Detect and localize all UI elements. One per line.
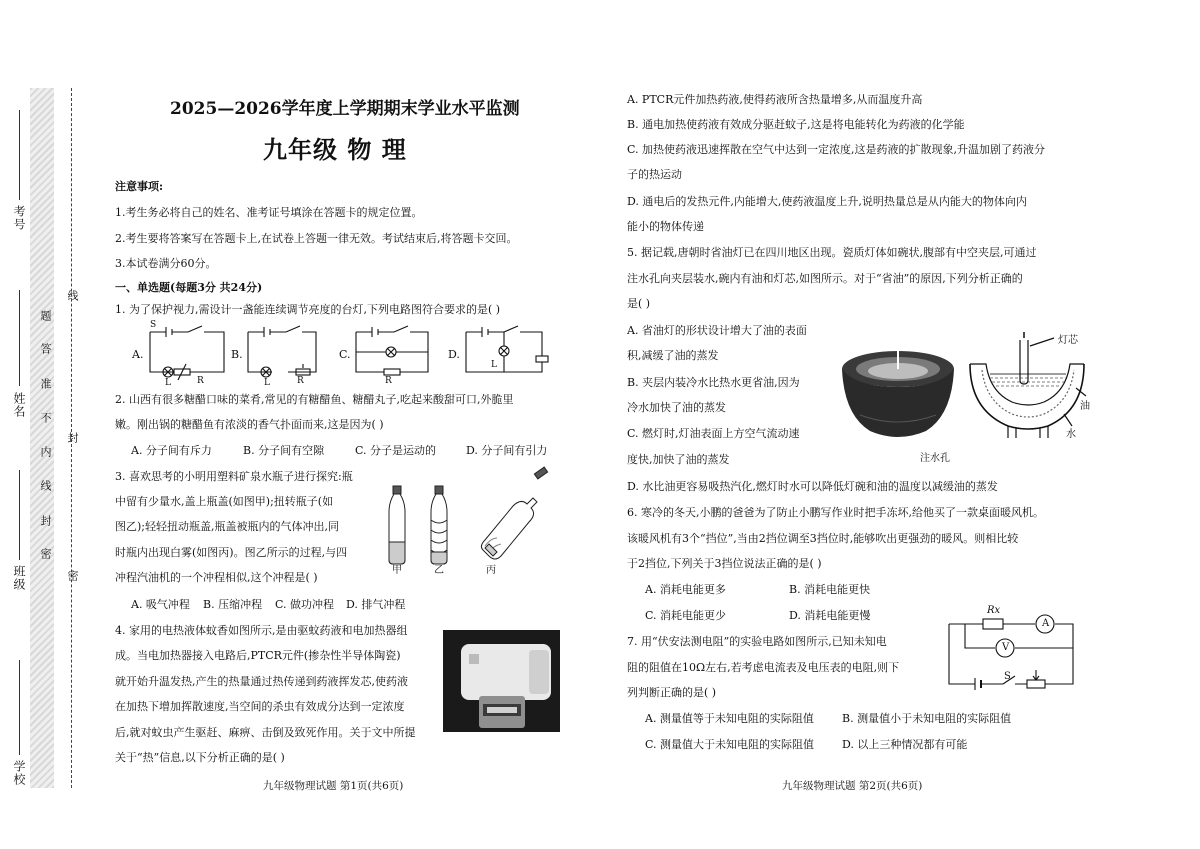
binding-strip <box>30 88 54 788</box>
subject-title: 九年级 物 理 <box>263 135 407 164</box>
q1-a-label-s: S <box>150 320 157 330</box>
exam-number-line <box>19 110 20 200</box>
q5-option-b: B. 夹层内装冷水比热水更省油,因为 <box>627 376 800 389</box>
q4-option-a: A. PTCR元件加热药液,使得药液所含热量增多,从而温度升高 <box>627 93 923 106</box>
seal-char-1: 线 <box>66 290 79 302</box>
q7-line-1: 7. 用“伏安法测电阻”的实验电路如图所示,已知未知电 <box>627 635 887 648</box>
q5-line-2: 注水孔向夹层装水,碗内有油和灯芯,如图所示。对于“省油”的原因,下列分析正确的 <box>627 272 1023 285</box>
q1-b-label-l: L <box>264 378 270 388</box>
q7-circuit-diagram <box>945 608 1080 698</box>
q1-c-label-r: R <box>385 376 392 386</box>
q1-option-a: A. <box>132 348 144 361</box>
q4-line-1: 4. 家用的电热液体蚊香如图所示,是由驱蚊药液和电加热器组 <box>115 624 408 637</box>
q5-label-fill-hole: 注水孔 <box>920 453 950 464</box>
q7-line-2: 阻的阻值在10Ω左右,若考虑电流表及电压表的电阻,则下 <box>627 661 900 674</box>
q3-option-d: D. 排气冲程 <box>346 598 406 611</box>
q1-d-label-l: L <box>491 360 497 370</box>
school-label: 学校 <box>12 760 26 786</box>
q7-option-d: D. 以上三种情况都有可能 <box>842 738 968 751</box>
q3-fig-label-bing: 丙 <box>486 565 496 576</box>
q5-line-3: 是( ) <box>627 297 651 310</box>
q4-line-6: 关于“热”信息,以下分析正确的是( ) <box>115 751 285 764</box>
q7-option-b: B. 测量值小于未知电阻的实际阻值 <box>842 712 1012 725</box>
strip-char-2: 答 <box>39 343 52 355</box>
class-label: 班级 <box>12 565 26 591</box>
q7-label-switch: S <box>1004 671 1011 682</box>
q1-circuit-b <box>246 322 326 384</box>
q4-option-c-cont: 子的热运动 <box>627 168 682 181</box>
seal-char-2: 封 <box>66 432 79 444</box>
q2-option-d: D. 分子间有引力 <box>466 444 548 457</box>
q7-label-ammeter: A <box>1042 618 1050 629</box>
q5-option-d: D. 水比油更容易吸热汽化,燃灯时水可以降低灯碗和油的温度以减缓油的蒸发 <box>627 480 998 493</box>
q4-option-c: C. 加热使药液迅速挥散在空气中达到一定浓度,这是药液的扩散现象,升温加剧了药液分 <box>627 143 1046 156</box>
page2-footer: 九年级物理试题 第2页(共6页) <box>782 780 923 792</box>
strip-char-7: 封 <box>39 515 52 527</box>
section-heading: 一、单选题(每题3分 共24分) <box>115 281 263 294</box>
q5-label-oil: 油 <box>1080 401 1090 412</box>
note-2: 2.考生要将答案写在答题卡上,在试卷上答题一律无效。考试结束后,将答题卡交回。 <box>115 232 518 245</box>
notes-heading: 注意事项: <box>115 180 164 193</box>
q5-option-b-cont: 冷水加快了油的蒸发 <box>627 401 726 414</box>
strip-char-8: 密 <box>39 548 52 560</box>
q4-option-b: B. 通电加热使药液有效成分驱赶蚊子,这是将电能转化为药液的化学能 <box>627 118 965 131</box>
q5-label-water: 水 <box>1066 429 1076 440</box>
q1-option-c: C. <box>339 348 351 361</box>
q6-line-2: 该暖风机有3个“挡位”,当由2挡位调至3挡位时,能够吹出更强劲的暖风。则相比较 <box>627 532 1019 545</box>
q1-stem: 1. 为了保护视力,需设计一盏能连续调节亮度的台灯,下列电路图符合要求的是( ) <box>115 303 501 316</box>
strip-char-1: 题 <box>39 310 52 322</box>
q2-line-2: 嫩。刚出锅的糖醋鱼有浓淡的香气扑面而来,这是因为( ) <box>115 418 384 431</box>
q1-a-label-r: R <box>197 376 204 386</box>
q4-option-d-cont: 能小的物体传递 <box>627 220 704 233</box>
q5-lamp-photo <box>840 345 956 443</box>
q1-b-label-r: R <box>297 376 304 386</box>
q1-option-d: D. <box>448 348 460 361</box>
q6-option-d: D. 消耗电能更慢 <box>789 609 871 622</box>
name-label: 姓名 <box>12 392 26 418</box>
q7-label-rx: Rx <box>987 605 1001 616</box>
q4-line-5: 后,就对蚊虫产生驱赶、麻痹、击倒及致死作用。关于文中所提 <box>115 726 416 739</box>
q3-option-c: C. 做功冲程 <box>275 598 335 611</box>
q4-line-4: 在加热下增加挥散速度,当空间的杀虫有效成分达到一定浓度 <box>115 700 405 713</box>
seal-char-3: 密 <box>66 570 79 582</box>
q2-option-c: C. 分子是运动的 <box>355 444 437 457</box>
class-line <box>19 470 20 560</box>
q3-option-a: A. 吸气冲程 <box>131 598 190 611</box>
q4-line-3: 就开始升温发热,产生的热量通过热传递到药液挥发芯,使药液 <box>115 675 408 688</box>
q6-option-c: C. 消耗电能更少 <box>645 609 727 622</box>
exam-title: 2025—2026学年度上学期期末学业水平监测 <box>170 99 520 119</box>
q2-line-1: 2. 山西有很多糖醋口味的菜肴,常见的有糖醋鱼、糖醋丸子,吃起来酸甜可口,外脆里 <box>115 393 514 406</box>
q3-option-b: B. 压缩冲程 <box>203 598 263 611</box>
q2-option-b: B. 分子间有空隙 <box>243 444 325 457</box>
q3-fig-label-jia: 甲 <box>392 565 402 576</box>
q3-line-2: 中留有少量水,盖上瓶盖(如图甲);扭转瓶子(如 <box>115 495 334 508</box>
strip-char-6: 线 <box>39 480 52 492</box>
q6-line-3: 于2挡位,下列关于3挡位说法正确的是( ) <box>627 557 822 570</box>
q4-option-d: D. 通电后的发热元件,内能增大,使药液温度上升,说明热量总是从内能大的物体向内 <box>627 195 1027 208</box>
q5-line-1: 5. 据记载,唐朝时省油灯已在四川地区出现。瓷质灯体如碗状,腹部有中空夹层,可通过 <box>627 246 1037 259</box>
note-3: 3.本试卷满分60分。 <box>115 257 217 270</box>
page1-footer: 九年级物理试题 第1页(共6页) <box>263 780 404 792</box>
q5-option-c: C. 燃灯时,灯油表面上方空气流动速 <box>627 427 800 440</box>
strip-char-4: 不 <box>39 412 52 424</box>
q2-option-a: A. 分子间有斥力 <box>131 444 212 457</box>
exam-number-label: 考号 <box>12 205 26 231</box>
q7-label-voltmeter: V <box>1002 642 1010 653</box>
q7-option-c: C. 测量值大于未知电阻的实际阻值 <box>645 738 815 751</box>
q5-option-c-cont: 度快,加快了油的蒸发 <box>627 453 730 466</box>
name-line <box>19 290 20 386</box>
q3-line-5: 冲程汽油机的一个冲程相似,这个冲程是( ) <box>115 571 318 584</box>
strip-char-3: 准 <box>39 378 52 390</box>
q3-fig-label-yi: 乙 <box>434 565 444 576</box>
q6-line-1: 6. 寒冷的冬天,小鹏的爸爸为了防止小鹏写作业时把手冻坏,给他买了一款桌面暖风机。 <box>627 506 1044 519</box>
q6-option-a: A. 消耗电能更多 <box>645 583 726 596</box>
q7-option-a: A. 测量值等于未知电阻的实际阻值 <box>645 712 814 725</box>
q3-line-4: 时瓶内出现白雾(如图丙)。图乙所示的过程,与四 <box>115 546 348 559</box>
q5-option-a: A. 省油灯的形状设计增大了油的表面 <box>627 324 807 337</box>
q5-option-a-cont: 积,减缓了油的蒸发 <box>627 349 719 362</box>
q1-circuit-d <box>464 322 548 384</box>
q6-option-b: B. 消耗电能更快 <box>789 583 871 596</box>
q1-option-b: B. <box>231 348 243 361</box>
q4-line-2: 成。当电加热器接入电路后,PTCR元件(掺杂性半导体陶瓷) <box>115 649 401 662</box>
q4-mosquito-heater-photo <box>443 630 560 732</box>
q7-line-3: 列判断正确的是( ) <box>627 686 717 699</box>
q5-label-wick: 灯芯 <box>1058 335 1078 346</box>
note-1: 1.考生务必将自己的姓名、准考证号填涂在答题卡的规定位置。 <box>115 206 423 219</box>
q1-circuit-c <box>354 322 434 384</box>
q3-bottles-figure <box>385 468 555 573</box>
q3-line-1: 3. 喜欢思考的小明用塑料矿泉水瓶子进行探究:瓶 <box>115 470 353 483</box>
school-line <box>19 660 20 755</box>
q1-circuit-a <box>148 322 228 384</box>
strip-char-5: 内 <box>39 446 52 458</box>
q3-line-3: 图乙);轻轻扭动瓶盖,瓶盖被瓶内的气体冲出,同 <box>115 520 339 533</box>
q1-a-label-l: L <box>165 378 171 388</box>
